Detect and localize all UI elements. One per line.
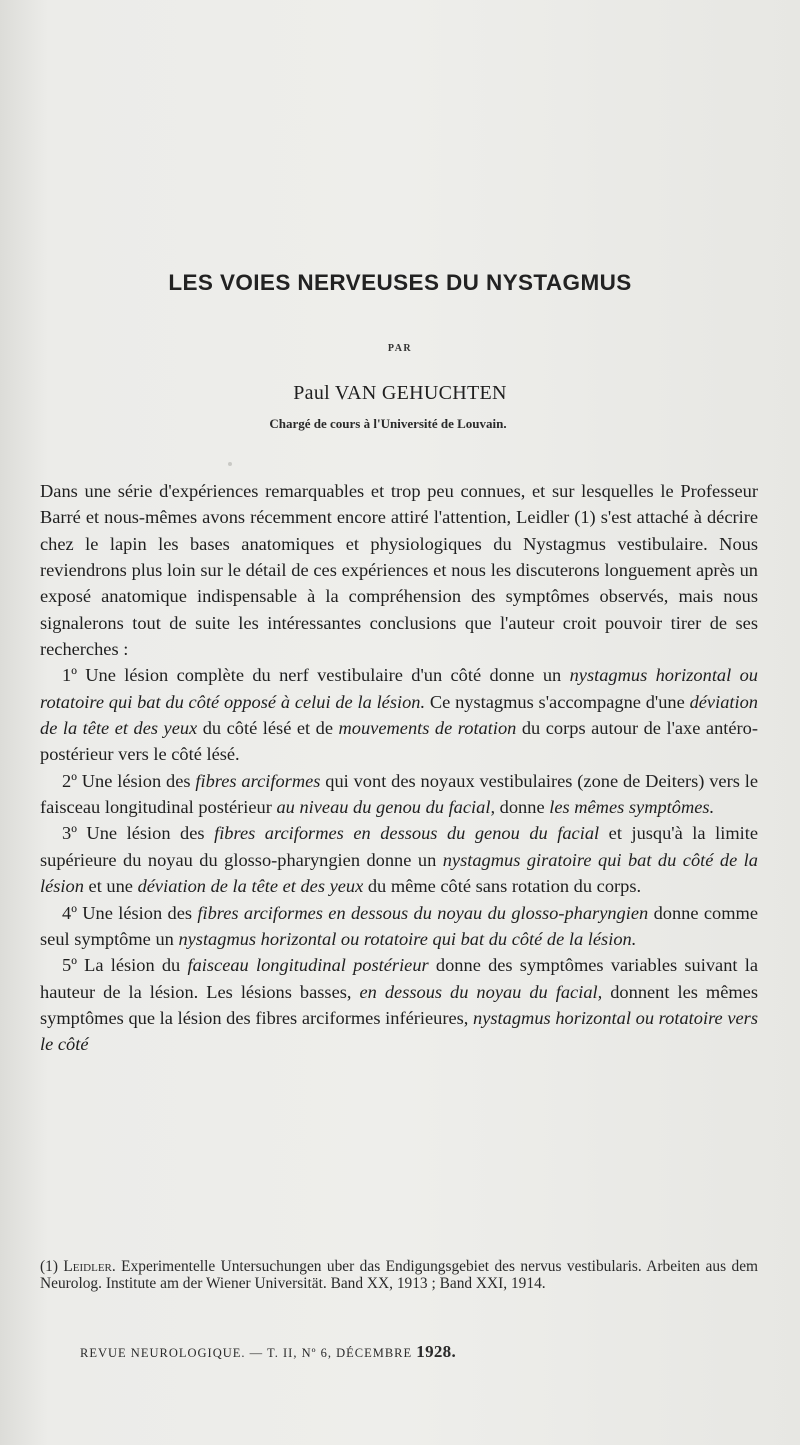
- italic-run: nystagmus horizontal ou rotatoire qui bat du côté de la lésion.: [178, 928, 637, 949]
- text-run: du même côté sans rotation du corps.: [363, 876, 642, 897]
- text-run: donne des symptômes variables suivant la hauteur de la lésion. Les lésions basses,: [40, 955, 758, 1002]
- text-run: 5º La lésion du: [62, 955, 188, 976]
- text-run: donne comme seul symptôme un: [40, 902, 758, 949]
- italic-run: les mêmes symptômes.: [549, 797, 715, 818]
- italic-run: déviation de la tête et des yeux: [137, 876, 364, 897]
- conclusion-5: [40, 952, 758, 1057]
- paper-speck: [228, 462, 232, 466]
- author-affiliation: Chargé de cours à l'Université de Louvain.: [269, 416, 507, 431]
- journal-year: 1928.: [416, 1342, 457, 1361]
- journal-reference: REVUE NEUROLOGIQUE. — T. II, Nº 6, DÉCEMBRE: [80, 1346, 413, 1360]
- article-title: LES VOIES NERVEUSES DU NYSTAGMUS: [168, 270, 632, 295]
- text-run: et une: [83, 876, 138, 897]
- byline-par: PAR: [387, 343, 413, 354]
- text-run: donne: [495, 797, 550, 818]
- footnote-citation: Experimentelle Untersuchungen uber das Endigungsgebiet des nervus vestibularis. Arbeiten aus dem Neurolog. Institute am der Wiener Universität. Band XX, 1913 ; Band XXI, 1914.: [40, 1258, 758, 1293]
- article-body: [40, 478, 758, 1058]
- text-run: et jusqu'à la limite supérieure du noyau du glosso-pharyngien donne un: [40, 823, 759, 870]
- italic-run: fibres arciformes en dessous du genou du facial: [214, 823, 600, 844]
- text-run: donnent les mêmes symptômes que la lésion des fibres arciformes inférieures,: [40, 981, 758, 1028]
- italic-run: déviation de la tête et des yeux: [40, 691, 758, 739]
- italic-run: faisceau longitudinal postérieur: [187, 955, 429, 976]
- text-run: Ce nystagmus s'accompagne d'une: [425, 691, 690, 712]
- conclusion-1: [40, 662, 758, 767]
- italic-run: nystagmus horizontal ou rotatoire qui bat du côté opposé à celui de la lésion.: [40, 665, 758, 712]
- text-run: du côté lésé et de: [197, 718, 339, 739]
- text-run: 1º Une lésion complète du nerf vestibulaire d'un côté donne un: [62, 665, 570, 686]
- italic-run: en dessous du noyau du facial,: [359, 981, 603, 1002]
- author-name: Paul VAN GEHUCHTEN: [293, 382, 507, 404]
- text-run: 4º Une lésion des: [62, 902, 198, 923]
- italic-run: nystagmus giratoire qui bat du côté de la lésion: [40, 849, 758, 897]
- conclusion-4: [40, 900, 758, 953]
- footnote-marker: (1): [40, 1258, 64, 1275]
- intro-paragraph: Dans une série d'expériences remarquables et trop peu connues, et sur lesquelles le Professeur Barré et nous-mêmes avons récemment encore attiré l'attention, Leidler (1) s'est attaché à décrire chez le lapin les bases anatomiques et physiologiques du Nystagmus vestibulaire. Nous reviendrons plus loin sur le détail de ces expériences et nous les discuterons longuement après un exposé anatomique indispensable à la compréhension des symptômes observés, mais nous signalerons tout de suite les intéressantes conclusions que l'auteur croit pouvoir tirer de ses recherches :: [40, 481, 758, 660]
- italic-run: au niveau du genou du facial,: [276, 797, 496, 818]
- italic-run: fibres arciformes en dessous du noyau du glosso-pharyngien: [197, 902, 649, 923]
- text-run: qui vont des noyaux vestibulaires (zone de Deiters) vers le faisceau longitudinal postérieur: [40, 770, 758, 818]
- footnote-text: [40, 1258, 758, 1293]
- text-run: 2º Une lésion des: [62, 770, 196, 791]
- italic-run: mouvements de rotation: [338, 718, 517, 739]
- conclusion-2: [40, 768, 758, 821]
- italic-run: fibres arciformes: [195, 770, 321, 791]
- journal-footer: [80, 1342, 580, 1362]
- text-run: du corps autour de l'axe antéro-postérieur vers le côté lésé.: [40, 718, 758, 765]
- italic-run: nystagmus horizontal ou rotatoire vers le côté: [40, 1007, 758, 1055]
- footnote: [40, 1258, 758, 1293]
- footnote-author: Leidler.: [63, 1258, 116, 1275]
- text-run: 3º Une lésion des: [62, 823, 215, 844]
- conclusion-3: [40, 820, 758, 899]
